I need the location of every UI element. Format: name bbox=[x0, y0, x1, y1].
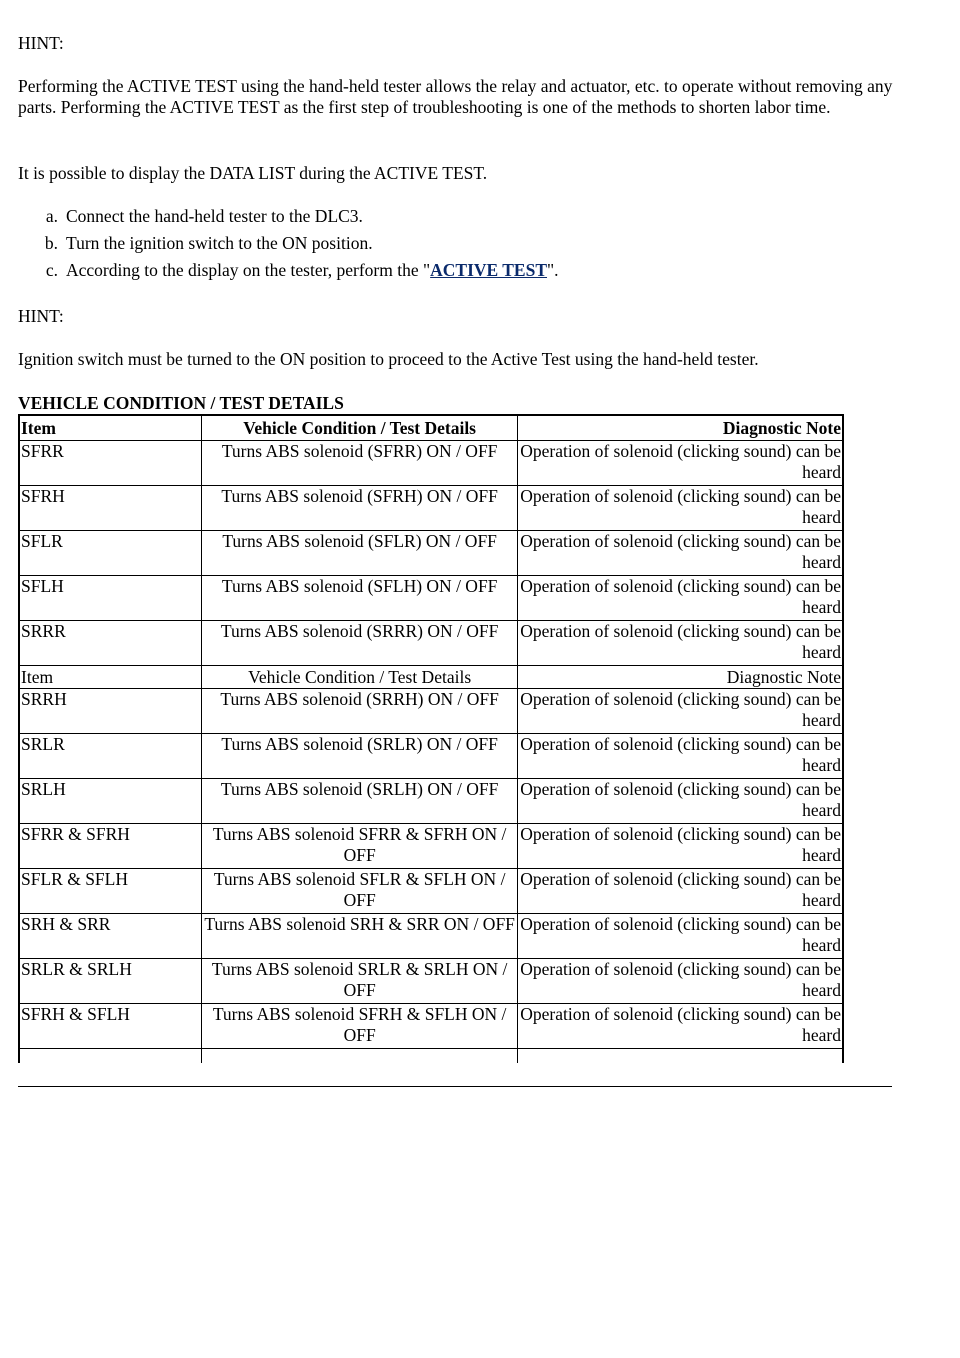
cell-test-details: Turns ABS solenoid (SFRH) ON / OFF bbox=[201, 486, 518, 531]
cell-diagnostic-note: Operation of solenoid (clicking sound) can be heard bbox=[518, 1004, 843, 1049]
cell-item: SRLR bbox=[19, 734, 201, 779]
section-title: VEHICLE CONDITION / TEST DETAILS bbox=[18, 393, 344, 413]
empty-cell bbox=[518, 1049, 843, 1064]
cell-diagnostic-note: Operation of solenoid (clicking sound) can be heard bbox=[518, 734, 843, 779]
cell-diagnostic-note: Operation of solenoid (clicking sound) can be heard bbox=[518, 824, 843, 869]
cell-item: SRRR bbox=[19, 621, 201, 666]
table-repeat-header-row bbox=[19, 666, 843, 689]
step-text bbox=[66, 260, 559, 287]
cell-diagnostic-note: Operation of solenoid (clicking sound) can be heard bbox=[518, 689, 843, 734]
table-row bbox=[19, 869, 843, 914]
table-row bbox=[19, 486, 843, 531]
step-item bbox=[18, 260, 559, 287]
cell-test-details: Turns ABS solenoid SRH & SRR ON / OFF bbox=[201, 914, 518, 959]
table-header-row bbox=[19, 415, 843, 441]
table-row bbox=[19, 959, 843, 1004]
hint-label: HINT: bbox=[18, 306, 64, 326]
step-item bbox=[18, 206, 559, 233]
table-row bbox=[19, 621, 843, 666]
cell-diagnostic-note: Operation of solenoid (clicking sound) can be heard bbox=[518, 441, 843, 486]
cell-diagnostic-note: Diagnostic Note bbox=[518, 666, 843, 689]
vehicle-condition-table bbox=[18, 414, 844, 1063]
cell-test-details: Vehicle Condition / Test Details bbox=[201, 666, 518, 689]
procedure-steps bbox=[18, 206, 559, 287]
cell-test-details: Turns ABS solenoid (SRRR) ON / OFF bbox=[201, 621, 518, 666]
table-tail-row bbox=[19, 1049, 843, 1064]
table-row bbox=[19, 734, 843, 779]
cell-item: SFLR & SFLH bbox=[19, 869, 201, 914]
cell-test-details: Turns ABS solenoid SFRH & SFLH ON / OFF bbox=[201, 1004, 518, 1049]
table-body bbox=[19, 441, 843, 1064]
cell-test-details: Turns ABS solenoid SFRR & SFRH ON / OFF bbox=[201, 824, 518, 869]
cell-test-details: Turns ABS solenoid SFLR & SFLH ON / OFF bbox=[201, 869, 518, 914]
bottom-rule bbox=[18, 1086, 892, 1087]
active-test-link[interactable]: ACTIVE TEST bbox=[430, 260, 548, 280]
cell-test-details: Turns ABS solenoid (SFLH) ON / OFF bbox=[201, 576, 518, 621]
empty-cell bbox=[19, 1049, 201, 1064]
step-marker: b. bbox=[44, 233, 58, 253]
cell-diagnostic-note: Operation of solenoid (clicking sound) can be heard bbox=[518, 959, 843, 1004]
cell-item: SRLH bbox=[19, 779, 201, 824]
table-row bbox=[19, 689, 843, 734]
cell-test-details: Turns ABS solenoid (SFRR) ON / OFF bbox=[201, 441, 518, 486]
cell-item: Item bbox=[19, 666, 201, 689]
cell-item: SFRH & SFLH bbox=[19, 1004, 201, 1049]
step-text-after: ". bbox=[547, 260, 559, 280]
cell-diagnostic-note: Operation of solenoid (clicking sound) can be heard bbox=[518, 576, 843, 621]
cell-test-details: Turns ABS solenoid SRLR & SRLH ON / OFF bbox=[201, 959, 518, 1004]
cell-test-details: Turns ABS solenoid (SRLR) ON / OFF bbox=[201, 734, 518, 779]
cell-test-details: Turns ABS solenoid (SRLH) ON / OFF bbox=[201, 779, 518, 824]
header-item: Item bbox=[19, 415, 201, 441]
intro-paragraph: Performing the ACTIVE TEST using the hand-held tester allows the relay and actuator, etc. to operate without removing any parts. Performing the ACTIVE TEST as the first step of troubleshooting is one of the methods to shorten labor time. bbox=[18, 76, 893, 117]
hint-label: HINT: bbox=[18, 33, 64, 53]
step-marker: a. bbox=[45, 206, 58, 226]
cell-item: SFRH bbox=[19, 486, 201, 531]
cell-item: SRH & SRR bbox=[19, 914, 201, 959]
cell-item: SFLH bbox=[19, 576, 201, 621]
table-row bbox=[19, 824, 843, 869]
cell-item: SFLR bbox=[19, 531, 201, 576]
cell-diagnostic-note: Operation of solenoid (clicking sound) can be heard bbox=[518, 914, 843, 959]
header-vehicle-condition: Vehicle Condition / Test Details bbox=[201, 415, 518, 441]
step-item bbox=[18, 233, 559, 260]
empty-cell bbox=[201, 1049, 518, 1064]
cell-item: SFRR bbox=[19, 441, 201, 486]
cell-test-details: Turns ABS solenoid (SFLR) ON / OFF bbox=[201, 531, 518, 576]
table-row bbox=[19, 779, 843, 824]
table-row bbox=[19, 914, 843, 959]
data-list-paragraph: It is possible to display the DATA LIST during the ACTIVE TEST. bbox=[18, 163, 488, 183]
cell-diagnostic-note: Operation of solenoid (clicking sound) can be heard bbox=[518, 869, 843, 914]
table-row bbox=[19, 531, 843, 576]
step-marker: c. bbox=[45, 260, 58, 280]
header-diagnostic-note: Diagnostic Note bbox=[518, 415, 843, 441]
table-row bbox=[19, 1004, 843, 1049]
cell-diagnostic-note: Operation of solenoid (clicking sound) can be heard bbox=[518, 779, 843, 824]
cell-item: SRLR & SRLH bbox=[19, 959, 201, 1004]
cell-diagnostic-note: Operation of solenoid (clicking sound) can be heard bbox=[518, 531, 843, 576]
table-row bbox=[19, 576, 843, 621]
cell-item: SFRR & SFRH bbox=[19, 824, 201, 869]
step-text-before: According to the display on the tester, perform the " bbox=[66, 260, 431, 280]
step-text: Connect the hand-held tester to the DLC3. bbox=[66, 206, 363, 226]
cell-item: SRRH bbox=[19, 689, 201, 734]
table-row bbox=[19, 441, 843, 486]
cell-diagnostic-note: Operation of solenoid (clicking sound) can be heard bbox=[518, 486, 843, 531]
step-text: Turn the ignition switch to the ON position. bbox=[66, 233, 373, 253]
cell-test-details: Turns ABS solenoid (SRRH) ON / OFF bbox=[201, 689, 518, 734]
cell-diagnostic-note: Operation of solenoid (clicking sound) can be heard bbox=[518, 621, 843, 666]
ignition-note-paragraph: Ignition switch must be turned to the ON position to proceed to the Active Test using the hand-held tester. bbox=[18, 349, 759, 369]
